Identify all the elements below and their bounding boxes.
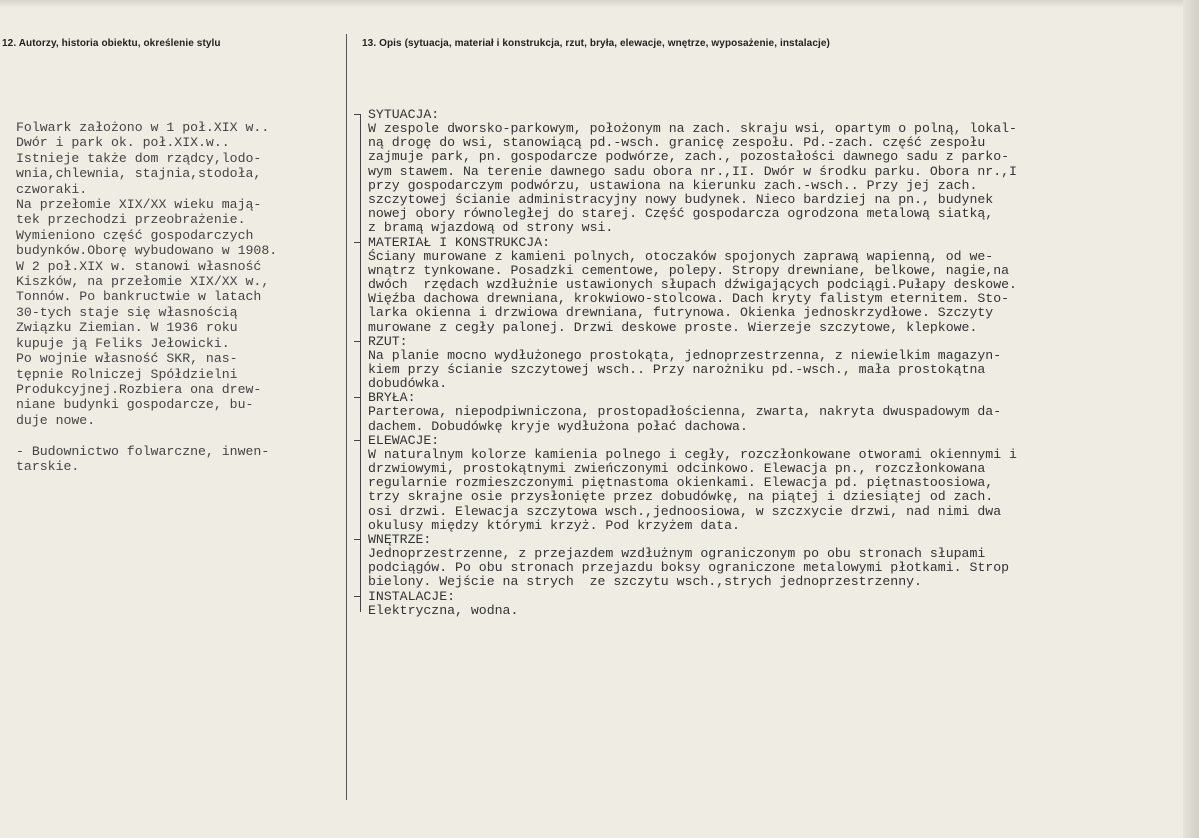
- section-heading: MATERIAŁ I KONSTRUKCJA:: [368, 234, 551, 250]
- section-13-header: 13. Opis (sytuacja, materiał i konstrukcja, rzut, bryła, elewacje, wnętrze, wyposażenie, instalacje): [362, 38, 830, 49]
- column-divider: [346, 34, 347, 800]
- section-installations: [354, 590, 1184, 618]
- description-column: [354, 108, 1184, 618]
- section-bracket: [360, 596, 361, 610]
- section-body: Elektryczna, wodna.: [368, 602, 519, 618]
- page-top-edge: [0, 0, 1199, 8]
- section-body: W naturalnym kolorze kamienia polnego i cegły, rozczłonkowane otworami okiennymi i drzwiowymi, prostokątnymi zwieńczonymi odcinkowo. Elewacja pn., rozczłonkowana regularnie rozmieszczonymi piętnastoma okienkami. Elewacja pd. piętnastoosiowa, trzy skrajne osie przysłonięte przez dobudówkę, na piątej i dziesiątej od zach. osi drzwi. Elewacja szczytowa wsch.,jednoosiowa, w szczxycie drzwi, nad nimi dwa okulusy między którymi krzyż. Pod krzyżem data.: [368, 446, 1017, 533]
- history-text: Folwark założono w 1 poł.XIX w.. Dwór i park ok. poł.XIX.w.. Istnieje także dom rządcy,lodo- wnia,chlewnia, stajnia,stodoła, czworaki. Na przełomie XIX/XX wieku mają- tek przechodzi przeobrażenie. Wymieniono część gospodarczych budynków.Oborę wybudowano w 1908. W 2 poł.XIX w. stanowi własność Kiszków, na przełomie XIX/XX w., Tonnów. Po bankructwie w latach 30-tych staje się własnością Związku Ziemian. W 1936 roku kupuje ją Feliks Jełowicki. Po wojnie własność SKR, nas- tępnie Rolniczej Spółdzielni Produkcyjnej.Rozbiera ona drew- niane budynki gospodarcze, bu- duje nowe. - Budownictwo folwarczne, inwen- tarskie.: [16, 120, 278, 474]
- page-right-edge: [1183, 0, 1199, 838]
- section-heading: RZUT:: [368, 333, 408, 349]
- section-heading: INSTALACJE:: [368, 588, 456, 604]
- section-form: [354, 391, 1184, 433]
- section-heading: SYTUACJA:: [368, 107, 440, 122]
- section-material: [354, 236, 1184, 335]
- section-situation: [354, 108, 1184, 236]
- section-heading: WNĘTRZE:: [368, 532, 432, 548]
- section-plan: [354, 335, 1184, 392]
- section-heading: BRYŁA:: [368, 390, 416, 406]
- section-body: Jednoprzestrzenne, z przejazdem wzdłużnym ograniczonym po obu stronach słupami podciągów. Po obu stronach przejazdu boksy ograniczone metalowymi płotkami. Strop bielony. Wejście na strych ze szczytu wsch.,strych jednoprzestrzenny.: [368, 546, 1010, 590]
- section-body: W zespole dworsko-parkowym, położonym na zach. skraju wsi, opartym o polną, lokal- ną drogę do wsi, stanowiącą pd.-wsch. granicę zespołu. Pd.-zach. część zespołu zajmuje park, pn. gospodarcze podwórze, zach., pozostałości dawnego sadu z parko- wym stawem. Na terenie dawnego sadu obora nr.,II. Dwór w środku parku. Obora nr.,I przy gospodarczym podwórzu, ustawiona na kierunku zach.-wsch.. Przy jej zach. szczytowej ścianie administracyjny nowy budynek. Nieco bardziej na pn., budynek nowej obory równoległej do starej. Część gospodarcza ogrodzona metalową siatką, z bramą wjazdową od strony wsi.: [368, 121, 1017, 236]
- section-interior: [354, 533, 1184, 590]
- section-heading: ELEWACJE:: [368, 432, 440, 448]
- section-elevations: [354, 434, 1184, 533]
- section-body: Na planie mocno wydłużonego prostokąta, jednoprzestrzenna, z niewielkim magazyn- kiem przy ścianie szczytowej wsch.. Przy narożniku pd.-wsch., mała prostokątna dobudówka.: [368, 347, 1002, 392]
- section-12-header: 12. Autorzy, historia obiektu, określenie stylu: [2, 38, 221, 49]
- section-body: Ściany murowane z kamieni polnych, otoczaków spojonych zaprawą wapienną, od we- wnątrz tynkowane. Posadzki cementowe, polepy. Stropy drewniane, belkowe, nagie,na dwóch rzędach wzdłużnie ustawionych słupach dźwigających podciągi.Pułapy deskowe. Więźba dachowa drewniana, krokwiowo-stolcowa. Dach kryty falistym eternitem. Sto- larka okienna i drzwiowa drewniana, futrynowa. Okienka jednoskrzydłowe. Szczyty murowane z cegły palonej. Drzwi deskowe proste. Wierzeje szczytowe, klepkowe.: [368, 248, 1017, 335]
- section-body: Parterowa, niepodpiwniczona, prostopadłościenna, zwarta, nakryta dwuspadowym da- dachem. Dobudówkę kryje wydłużona połać dachowa.: [368, 404, 1002, 434]
